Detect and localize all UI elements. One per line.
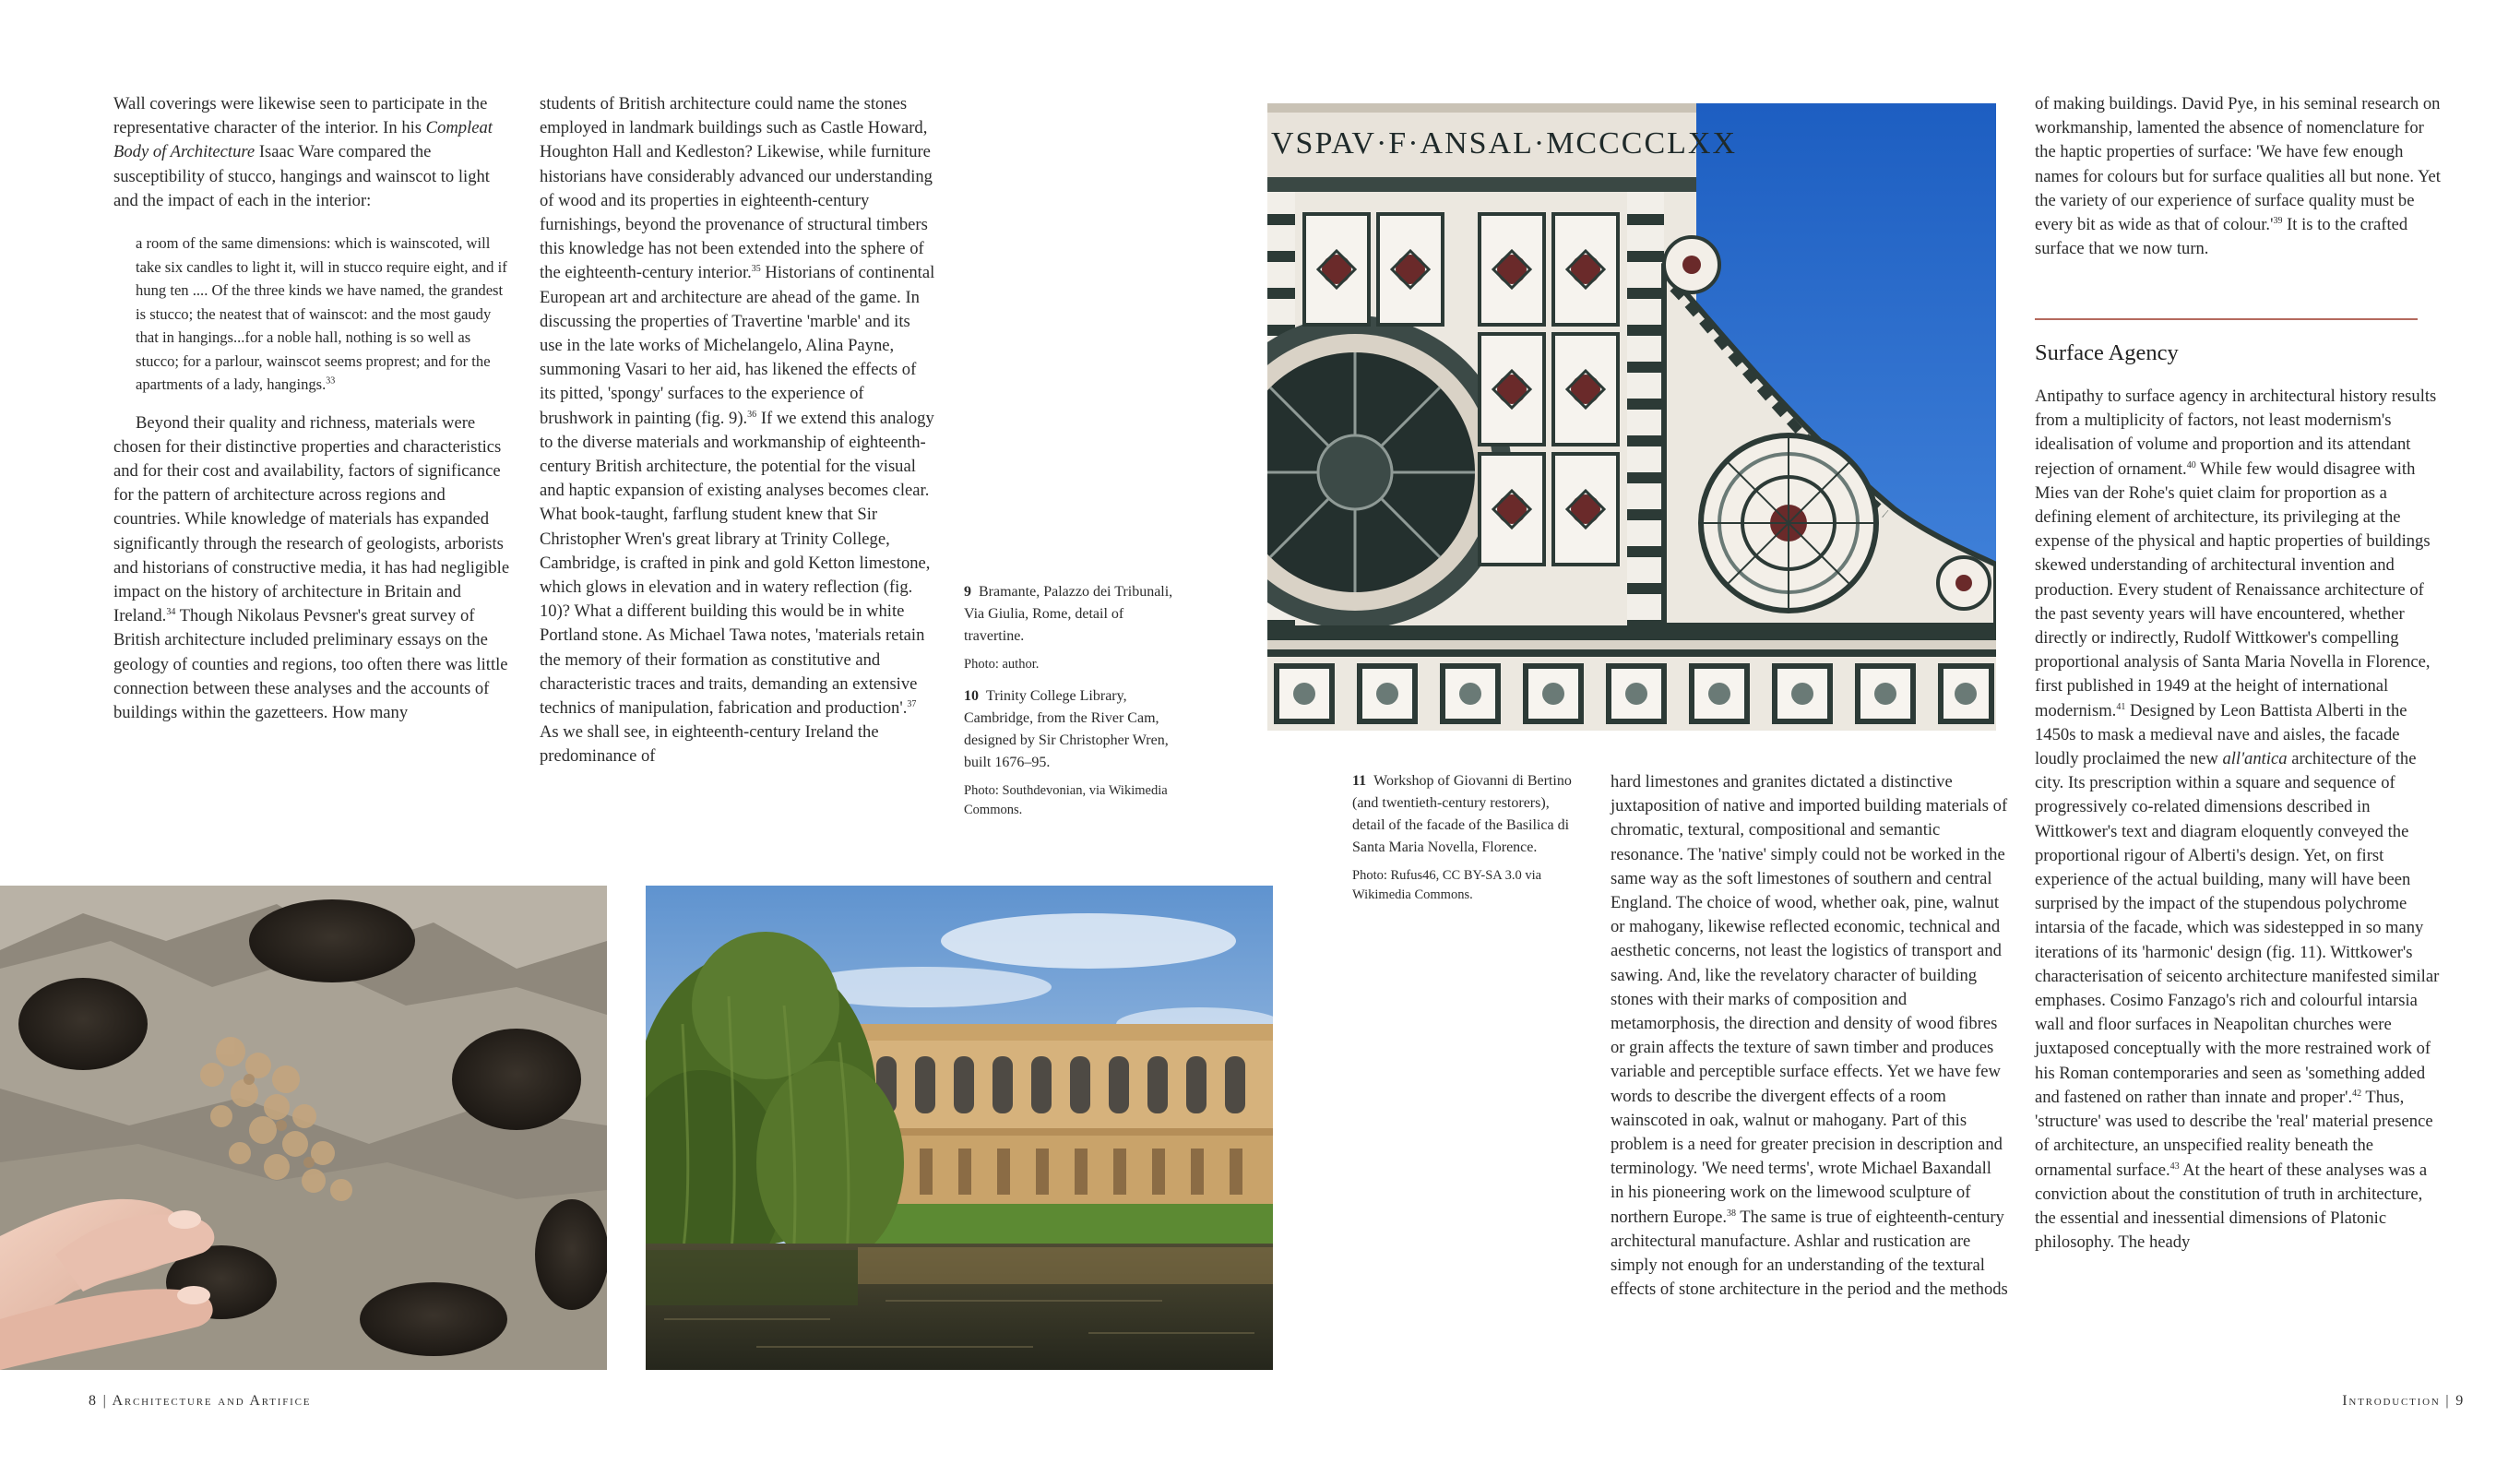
- text-column-4: [2035, 92, 2441, 261]
- figure-11-santa-maria-novella-photo: [1267, 103, 1996, 731]
- footnote-ref[interactable]: 41: [2116, 701, 2126, 712]
- caption-fig-11: 11 Workshop of Giovanni di Bertino (and twentieth-century restorers), detail of the facade of the Basilica di Santa Maria Novella, Florence. Photo: Rufus46, CC BY-SA 3.0 via Wikimedia Commons.: [1352, 773, 1572, 902]
- italic-term: all'antica: [2222, 749, 2288, 769]
- footnote-ref[interactable]: 43: [2169, 1161, 2180, 1172]
- section-heading: Surface Agency: [2035, 340, 2179, 365]
- figure-9-travertine-photo: [0, 886, 607, 1370]
- footnote-ref[interactable]: 35: [751, 264, 761, 275]
- paragraph: Beyond their quality and richness, materials were chosen for their distinctive properties and characteristics and for their cost and availability, factors of significance for the pattern of architecture across regions and countries. While knowledge of materials has expanded significantly through the research of geologists, arborists and historians of constructive media, it has had negligible impact on the history of architecture in Britain and Ireland.$^{34}$ Though Nikolaus Pevsner's great survey of British architecture included preliminary essays on the geology of counties and regions, too often there was little connection between these analyses and the accounts of buildings within the gazetteers. How many: [113, 412, 510, 722]
- folio-right: Introduction | 9: [2342, 1393, 2465, 1409]
- text-column-3: [1611, 770, 2009, 1302]
- footnote-ref[interactable]: 34: [166, 606, 176, 617]
- text-column-4-continued: [2035, 385, 2441, 1255]
- footnote-ref[interactable]: 33: [326, 375, 336, 387]
- caption-fig-9: 9 Bramante, Palazzo dei Tribunali, Via Giulia, Rome, detail of travertine. Photo: author.: [964, 584, 1173, 672]
- paragraph: Antipathy to surface agency in architectural history results from a multiplicity of factors, not least modernism's idealisation of volume and proportion and its attendant rejection of ornament.$^{40}$ While few would disagree with Mies van der Rohe's quiet claim for proportion as a defining element of architecture, its privileging at the expense of the physical and haptic properties of buildings skewed understanding of architectural invention and production. Every student of Renaissance architecture of the past seventy years will have encountered, whether directly or indirectly, Rudolf Wittkower's compelling proportional analysis of Santa Maria Novella in Florence, first published in 1949 at the height of international modernism.$^{41}$ Designed by Leon Battista Alberti in the 1450s to mask a medieval nave and aisles, the facade loudly proclaimed the new all'antica architecture of the city. Its prescription within a square and sequence of progressively co-related dimensions described in Wittkower's text and diagram eloquently conveyed the proportional rigour of Alberti's design. Yet, on first experience of the actual building, many will have been surprised by the impact of the stupendous polychrome intarsia of the facade, which was sidestepped in so many iterations of its 'harmonic' design (fig. 11). Wittkower's characterisation of seicento architecture manifested similar emphases. Cosimo Fanzago's rich and colourful intarsia wall and floor surfaces in Neapolitan churches were juxtaposed conceptually with the more restrained work of his Roman contemporaries and seen as 'something added and fastened on rather than innate and proper'.$^{42}$ Thus, 'structure' was used to describe the 'real' material presence of architecture, an unspecified reality beneath the ornamental surface.$^{43}$ At the heart of these analyses was a conviction about the constitution of truth in architecture, the essential and inessential dimensions of Platonic philosophy. The heady: [2035, 387, 2440, 1253]
- figure-captions: [964, 581, 1181, 820]
- folio-left: 8 | Architecture and Artifice: [89, 1393, 312, 1409]
- caption-fig-10: 10 Trinity College Library, Cambridge, from the River Cam, designed by Sir Christopher Wren, built 1676–95. Photo: Southdevonian, via Wikimedia Commons.: [964, 688, 1169, 817]
- paragraph: of making buildings. David Pye, in his seminal research on workmanship, lamented the absence of nomenclature for the haptic properties of surface: 'We have few enough names for colours but for surface qualities all but none. Yet the variety of our experience of surface quality must be every bit as wide as that of $colour.'^{39}$ It is to the crafted surface that we now turn.: [2035, 94, 2441, 259]
- trinity-library-image: [646, 886, 1273, 1370]
- footnote-ref[interactable]: 42: [2352, 1088, 2362, 1099]
- footnote-ref[interactable]: 37: [907, 698, 917, 709]
- figure-10-trinity-library-photo: [646, 886, 1273, 1370]
- travertine-image: [0, 886, 607, 1370]
- right-page: [1260, 0, 2520, 1476]
- paragraph: Wall coverings were likewise seen to participate in the representative character of the interior. In his Compleat Body of Architecture Isaac Ware compared the susceptibility of stucco, hangings and wainscot to light and the impact of each in the interior:: [113, 94, 493, 210]
- footnote-ref[interactable]: 40: [2186, 459, 2196, 470]
- paragraph: students of British architecture could name the stones employed in landmark buildings such as Castle Howard, Houghton Hall and Kedleston? Likewise, while furniture historians have considerably advanced our understanding of wood and its properties in eighteenth-century furnishings, beyond the provenance of structural timbers this knowledge has not been extended into the sphere of the eighteenth-century interior.$^{35}$ Historians of continental European art and architecture are ahead of the game. In discussing the properties of Travertine 'marble' and its use in the late works of Michelangelo, Alina Payne, summoning Vasari to her aid, has likened the effects of its pitted, 'spongy' surfaces to the experience of brushwork in painting (fig. 9).$^{36}$ If we extend this analogy to the diverse materials and workmanship of eighteenth-century British architecture, the potential for the visual and haptic expansion of existing analyses becomes clear. What book-taught, farflung student knew that Sir Christopher Wren's great library at Trinity College, Cambridge, is crafted in pink and gold Ketton limestone, which glows in elevation and in watery reflection (fig. 10)? What a different building this would be in white Portland stone. As Michael Tawa notes, 'materials retain the memory of their formation as constitutive and characteristic traces and traits, demanding an extensive technics of manipulation, fabrication and production'.$^{37}$ As we shall see, in eighteenth-century Ireland the predominance of: [540, 94, 935, 767]
- footnote-ref[interactable]: 39: [2273, 215, 2283, 226]
- text-column-1: [113, 92, 510, 725]
- section-divider-rule: [2035, 318, 2418, 320]
- santa-maria-novella-image: [1267, 103, 1996, 731]
- book-title: Compleat Body of Architecture: [113, 118, 493, 162]
- text-column-2: [540, 92, 936, 769]
- facade-inscription: VSPAV·F·ANSAL·MCCCCLXX: [1271, 126, 1738, 161]
- footnote-ref[interactable]: 36: [747, 409, 757, 420]
- footnote-ref[interactable]: 38: [1726, 1208, 1736, 1219]
- block-quote: a room of the same dimensions: which is wainscoted, will take six candles to light it, will in stucco require eight, and if hung ten .... Of the three kinds we have named, the grandest is stucco; the neatest that of wainscot: and the most gaudy that in hangings...for a noble hall, nothing is so well as stucco; for a parlour, wainscot seems proprest; and for the apartments of a lady, hangings.$^{33}$: [136, 234, 507, 394]
- paragraph: hard limestones and granites dictated a distinctive juxtaposition of native and imported building materials of chromatic, textural, compositional and semantic resonance. The 'native' simply could not be worked in the same way as the soft limestones of southern and central England. The choice of wood, whether oak, pine, walnut or mahogany, likewise reflected economic, technical and aesthetic concerns, not least the logistics of transport and sawing. And, like the revelatory character of building stones with their marks of composition and metamorphosis, the direction and density of wood fibres or grain affects the texture of sawn timber and produces variable and perceptible surface effects. Yet we have few words to describe the divergent effects of a room wainscoted in oak, walnut or mahogany. Part of this problem is a need for greater precision in description and terminology. 'We need terms', wrote Michael Baxandall in his pioneering work on the limewood sculpture of northern Europe.$^{38}$ The same is true of eighteenth-century architectural manufacture. Ashlar and rustication are simply not enough for an understanding of the textural effects of stone architecture in the period and the methods: [1611, 772, 2008, 1300]
